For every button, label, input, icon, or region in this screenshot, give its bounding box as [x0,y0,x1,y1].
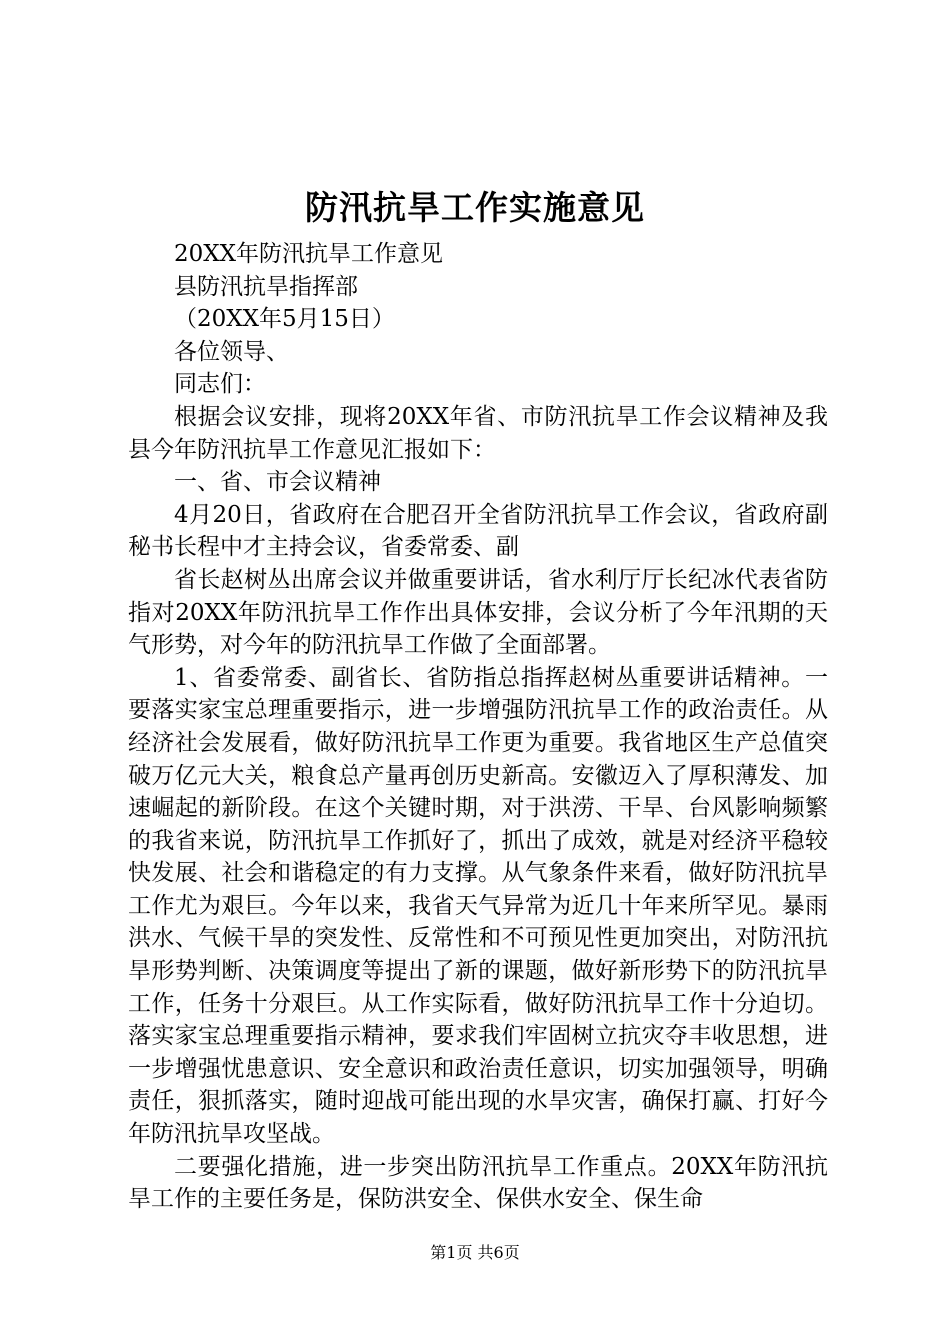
body-paragraph: 根据会议安排，现将20XX年省、市防汛抗旱工作会议精神及我县今年防汛抗旱工作意见汇报如下： [128,403,828,463]
salutation-line: 各位领导、 [174,338,289,365]
page-footer [0,1242,950,1264]
section-heading: 一、省、市会议精神 [174,469,381,496]
document-title: 防汛抗旱工作实施意见 [305,188,645,227]
body-paragraph: 4月20日，省政府在合肥召开全省防汛抗旱工作会议，省政府副秘书长程中才主持会议，省委常委、副 [128,501,828,561]
page-number: 第1页 共6页 [430,1243,520,1262]
salutation-line: 同志们： [174,371,266,398]
issuer-line: 县防汛抗旱指挥部 [174,273,358,300]
document-body [128,238,828,1216]
body-paragraph: 二要强化措施，进一步突出防汛抗旱工作重点。20XX年防汛抗旱工作的主要任务是，保防洪安全、保供水安全、保生命 [128,1153,828,1213]
body-paragraph: 1、省委常委、副省长、省防指总指挥赵树丛重要讲话精神。一要落实家宝总理重要指示，进一步增强防汛抗旱工作的政治责任。从经济社会发展看，做好防汛抗旱工作更为重要。我省地区生产总值突破万亿元大关，粮食总产量再创历史新高。安徽迈入了厚积薄发、加速崛起的新阶段。在这个关键时期，对于洪涝、干旱、台风影响频繁的我省来说，防汛抗旱工作抓好了，抓出了成效，就是对经济平稳较快发展、社会和谐稳定的有力支撑。从气象条件来看，做好防汛抗旱工作尤为艰巨。今年以来，我省天气异常为近几十年来所罕见。暴雨洪水、气候干旱的突发性、反常性和不可预见性更加突出，对防汛抗旱形势判断、决策调度等提出了新的课题，做好新形势下的防汛抗旱工作，任务十分艰巨。从工作实际看，做好防汛抗旱工作十分迫切。落实家宝总理重要指示精神，要求我们牢固树立抗灾夺丰收思想，进一步增强忧患意识、安全意识和政治责任意识，切实加强领导，明确责任，狠抓落实，随时迎战可能出现的水旱灾害，确保打赢、打好今年防汛抗旱攻坚战。 [128,664,828,1148]
body-paragraph: 省长赵树丛出席会议并做重要讲话，省水利厅厅长纪冰代表省防指对20XX年防汛抗旱工作作出具体安排，会议分析了今年汛期的天气形势，对今年的防汛抗旱工作做了全面部署。 [128,566,828,659]
date-line: （20XX年5月15日） [174,306,395,333]
subtitle-line: 20XX年防汛抗旱工作意见 [174,241,444,267]
